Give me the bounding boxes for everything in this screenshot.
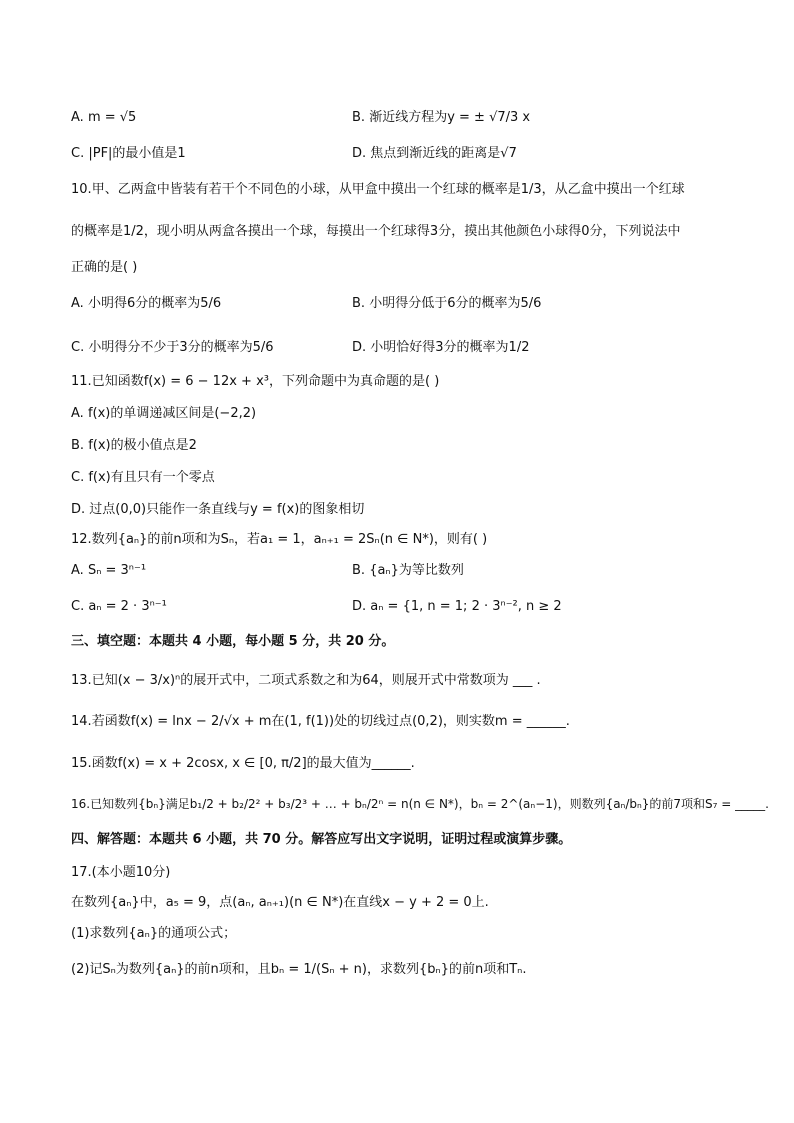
q10-stem-text1: 甲、乙两盒中皆装有若干个不同色的小球，从甲盒中摸出一个红球的概率是1/3，从乙盒中摸出一个红球 xyxy=(91,182,685,197)
q17-part1: (1)求数列{aₙ}的通项公式； xyxy=(71,926,237,941)
q14-text: 若函数f(x) = lnx − 2/√x + m在(1, f(1))处的切线过点(0,2)，则实数m = ______. xyxy=(91,714,570,729)
q12-stem-text: 数列{aₙ}的前n项和为Sₙ，若a₁ = 1，aₙ₊₁ = 2Sₙ(n ∈ N*)，则有( ) xyxy=(91,532,488,547)
q16-text: 已知数列{bₙ}满足b₁/2 + b₂/2² + b₃/2³ + … + bₙ/2ⁿ = n(n ∈ N*)，bₙ = 2^(aₙ−1)，则数列{aₙ/bₙ}的前7项和S₇ = _____. xyxy=(90,797,769,811)
q11-option-c-label: C. xyxy=(71,470,89,485)
q11-option-c: C. f(x)有且只有一个零点 xyxy=(71,470,215,485)
q12-option-b: B. {aₙ}为等比数列 xyxy=(352,563,464,578)
q9-option-b: B. 渐近线方程为y = ± √7/3 x xyxy=(352,110,531,125)
q16 xyxy=(71,795,769,813)
q17-header: 17.(本小题10分) xyxy=(71,865,171,880)
q10-option-b: B. 小明得分低于6分的概率为5/6 xyxy=(352,296,542,311)
q9-option-a: A. m = √5 xyxy=(71,110,137,125)
q10-stem-line2: 的概率是1/2，现小明从两盒各摸出一个球，每摸出一个红球得3分，摸出其他颜色小球得0分，下列说法中 xyxy=(71,224,681,239)
q10-number: 10. xyxy=(71,182,92,197)
section-4-heading: 四、解答题：本题共 6 小题，共 70 分。解答应写出文字说明，证明过程或演算步骤。 xyxy=(71,832,572,847)
q10-option-c: C. 小明得分不少于3分的概率为5/6 xyxy=(71,340,274,355)
q16-number: 16. xyxy=(71,797,91,811)
q10-option-a: A. 小明得6分的概率为5/6 xyxy=(71,296,222,311)
q10-option-b-label: B. xyxy=(352,296,370,311)
q17-stem: 在数列{aₙ}中，a₅ = 9，点(aₙ, aₙ₊₁)(n ∈ N*)在直线x − y + 2 = 0上. xyxy=(71,895,489,910)
q13-text: 已知(x − 3/x)ⁿ的展开式中，二项式系数之和为64，则展开式中常数项为 ___ . xyxy=(91,673,541,688)
q15 xyxy=(71,755,415,773)
q12-number: 12. xyxy=(71,532,92,547)
q11-option-a-label: A. xyxy=(71,406,88,421)
q11-option-d: D. 过点(0,0)只能作一条直线与y = f(x)的图象相切 xyxy=(71,502,365,517)
q9-option-d-label: D. xyxy=(352,146,371,161)
q12-option-c-label: C. xyxy=(71,599,89,614)
q15-text: 函数f(x) = x + 2cosx, x ∈ [0, π/2]的最大值为______. xyxy=(91,756,415,771)
q10-option-a-label: A. xyxy=(71,296,88,311)
q14 xyxy=(71,713,570,731)
q14-number: 14. xyxy=(71,714,92,729)
q10-option-c-label: C. xyxy=(71,340,89,355)
q12-stem xyxy=(71,531,487,549)
q12-option-c: C. aₙ = 2 · 3ⁿ⁻¹ xyxy=(71,599,167,614)
q15-number: 15. xyxy=(71,756,92,771)
q10-option-d: D. 小明恰好得3分的概率为1/2 xyxy=(352,340,530,355)
q17-part2: (2)记Sₙ为数列{aₙ}的前n项和，且bₙ = 1/(Sₙ + n)，求数列{bₙ}的前n项和Tₙ. xyxy=(71,962,527,977)
q12-option-d-label: D. xyxy=(352,599,371,614)
q11-stem xyxy=(71,373,439,391)
q12-option-a-label: A. xyxy=(71,563,88,578)
q13 xyxy=(71,672,541,690)
q13-number: 13. xyxy=(71,673,92,688)
q9-option-c-label: C. xyxy=(71,146,89,161)
q9-option-b-label: B. xyxy=(352,110,370,125)
q12-option-a: A. Sₙ = 3ⁿ⁻¹ xyxy=(71,563,147,578)
q10-stem-line3: 正确的是( ) xyxy=(71,260,138,275)
q12-option-b-label: B. xyxy=(352,563,370,578)
q9-option-a-label: A. xyxy=(71,110,88,125)
q11-option-d-label: D. xyxy=(71,502,90,517)
q10-option-d-label: D. xyxy=(352,340,371,355)
section-3-heading: 三、填空题：本题共 4 小题，每小题 5 分，共 20 分。 xyxy=(71,634,395,649)
q10-stem-line1 xyxy=(71,181,685,199)
q11-option-a: A. f(x)的单调递减区间是(−2,2) xyxy=(71,406,257,421)
q11-number: 11. xyxy=(71,374,92,389)
q9-option-c: C. |PF|的最小值是1 xyxy=(71,146,186,161)
q11-option-b: B. f(x)的极小值点是2 xyxy=(71,438,197,453)
q12-option-d: D. aₙ = {1, n = 1; 2 · 3ⁿ⁻², n ≥ 2 xyxy=(352,599,562,614)
q11-option-b-label: B. xyxy=(71,438,89,453)
q11-stem-text: 已知函数f(x) = 6 − 12x + x³，下列命题中为真命题的是( ) xyxy=(91,374,440,389)
q9-option-d: D. 焦点到渐近线的距离是√7 xyxy=(352,146,517,161)
